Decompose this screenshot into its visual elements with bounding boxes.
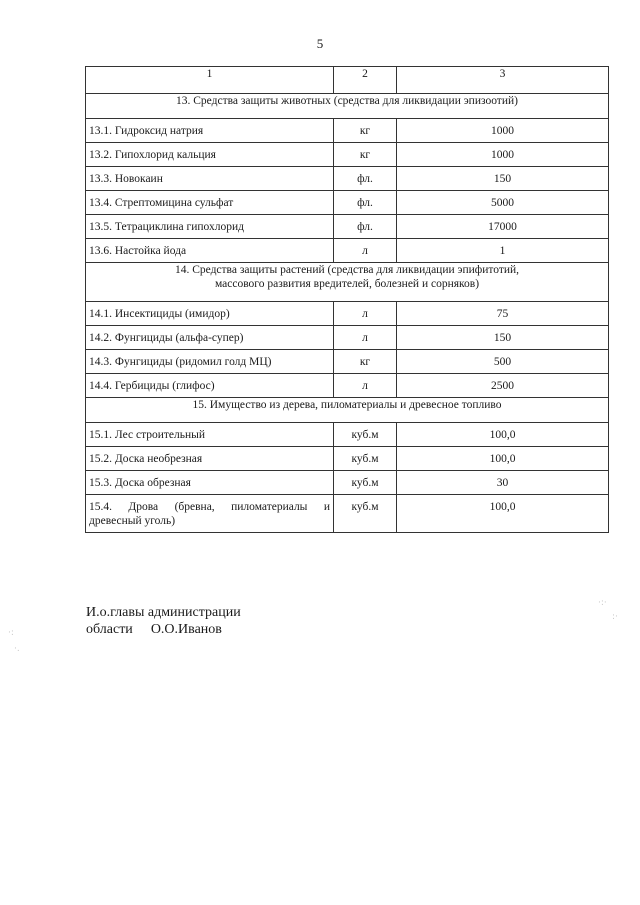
- item-name: 15.1. Лес строительный: [86, 423, 334, 447]
- section-15-header-row: [86, 398, 609, 423]
- item-name: 13.4. Стрептомицина сульфат: [86, 191, 334, 215]
- item-quantity: 75: [397, 302, 609, 326]
- item-unit: л: [334, 326, 397, 350]
- table-row: [86, 119, 609, 143]
- table-row: [86, 215, 609, 239]
- item-quantity: 2500: [397, 374, 609, 398]
- item-unit: куб.м: [334, 447, 397, 471]
- item-quantity: 150: [397, 167, 609, 191]
- section-14-header-row: [86, 263, 609, 302]
- item-name: 15.2. Доска необрезная: [86, 447, 334, 471]
- table-row: [86, 143, 609, 167]
- table-row: [86, 495, 609, 533]
- item-name: 13.6. Настойка йода: [86, 239, 334, 263]
- item-quantity: 150: [397, 326, 609, 350]
- item-unit: кг: [334, 119, 397, 143]
- inventory-table: [85, 66, 609, 533]
- item-quantity: 100,0: [397, 447, 609, 471]
- scan-artifact: ·:·: [598, 598, 607, 608]
- item-name: 14.2. Фунгициды (альфа-супер): [86, 326, 334, 350]
- item-name: 15.4. Дрова (бревна, пиломатериалы и древесный уголь): [86, 495, 334, 533]
- item-name: 14.4. Гербициды (глифос): [86, 374, 334, 398]
- item-unit: куб.м: [334, 471, 397, 495]
- signature-block: [86, 604, 241, 638]
- section-15-title: 15. Имущество из дерева, пиломатериалы и древесное топливо: [86, 398, 609, 423]
- item-quantity: 1000: [397, 119, 609, 143]
- item-unit: кг: [334, 350, 397, 374]
- scan-artifact: ·:: [8, 628, 14, 638]
- item-unit: фл.: [334, 215, 397, 239]
- item-unit: л: [334, 374, 397, 398]
- table-row: [86, 423, 609, 447]
- item-quantity: 17000: [397, 215, 609, 239]
- item-quantity: 500: [397, 350, 609, 374]
- item-unit: л: [334, 302, 397, 326]
- section-14-title: [86, 263, 609, 302]
- item-quantity: 100,0: [397, 495, 609, 533]
- item-name: 13.2. Гипохлорид кальция: [86, 143, 334, 167]
- table-row: [86, 374, 609, 398]
- item-quantity: 5000: [397, 191, 609, 215]
- item-name: 14.1. Инсектициды (имидор): [86, 302, 334, 326]
- item-name: 15.3. Доска обрезная: [86, 471, 334, 495]
- table-row: [86, 239, 609, 263]
- column-header-row: [86, 67, 609, 94]
- item-unit: фл.: [334, 167, 397, 191]
- signature-line2: [86, 621, 241, 638]
- table-row: [86, 471, 609, 495]
- item-unit: куб.м: [334, 495, 397, 533]
- column-header-2: 2: [334, 67, 397, 94]
- signature-position: И.о.главы администрации: [86, 605, 241, 620]
- table-row: [86, 350, 609, 374]
- section-13-header-row: [86, 94, 609, 119]
- item-unit: куб.м: [334, 423, 397, 447]
- page-number: 5: [316, 36, 324, 51]
- item-name: 13.3. Новокаин: [86, 167, 334, 191]
- section-13-title: 13. Средства защиты животных (средства для ликвидации эпизоотий): [86, 94, 609, 119]
- item-quantity: 1000: [397, 143, 609, 167]
- table-row: [86, 447, 609, 471]
- table-row: [86, 167, 609, 191]
- item-unit: фл.: [334, 191, 397, 215]
- column-header-3: 3: [397, 67, 609, 94]
- item-name: 13.1. Гидроксид натрия: [86, 119, 334, 143]
- column-header-1: 1: [86, 67, 334, 94]
- table-row: [86, 191, 609, 215]
- item-quantity: 100,0: [397, 423, 609, 447]
- item-unit: л: [334, 239, 397, 263]
- signature-name: О.О.Иванов: [150, 622, 222, 637]
- section-14-title-line2: массового развития вредителей, болезней и сорняков): [214, 278, 480, 290]
- scan-artifact: :·: [612, 612, 618, 622]
- item-name: 14.3. Фунгициды (ридомил голд МЦ): [86, 350, 334, 374]
- scan-artifact: ·.: [14, 644, 20, 654]
- section-14-title-line1: 14. Средства защиты растений (средства для ликвидации эпифитотий,: [174, 264, 520, 276]
- signature-region: области: [86, 622, 133, 637]
- table-row: [86, 302, 609, 326]
- item-unit: кг: [334, 143, 397, 167]
- item-name: 13.5. Тетрациклина гипохлорид: [86, 215, 334, 239]
- table-row: [86, 326, 609, 350]
- item-quantity: 30: [397, 471, 609, 495]
- item-quantity: 1: [397, 239, 609, 263]
